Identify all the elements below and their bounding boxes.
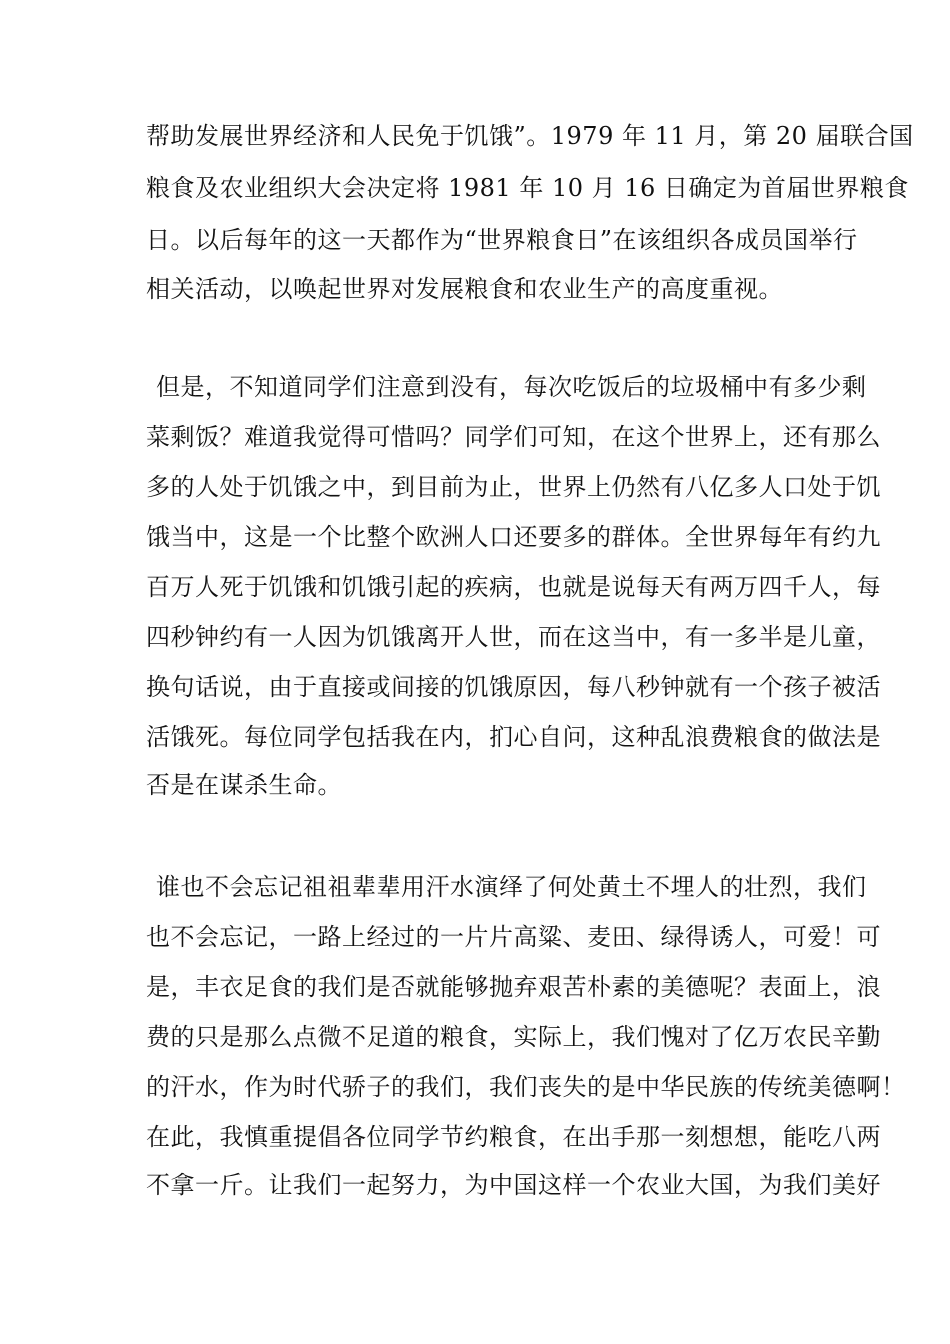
paragraph-2-line-3: 多的人处于饥饿之中，到目前为止，世界上仍然有八亿多人口处于饥 [146, 473, 881, 501]
paragraph-1-line-2: 粮食及农业组织大会决定将 1981 年 10 月 16 日确定为首届世界粮食 [146, 174, 909, 202]
paragraph-2-line-7: 换句话说，由于直接或间接的饥饿原因，每八秒钟就有一个孩子被活 [146, 673, 881, 701]
paragraph-2-line-2: 菜剩饭？难道我觉得可惜吗？同学们可知，在这个世界上，还有那么 [146, 423, 881, 451]
paragraph-3-line-4: 费的只是那么点微不足道的粮食，实际上，我们愧对了亿万农民辛勤 [146, 1023, 881, 1051]
paragraph-3-line-5: 的汗水，作为时代骄子的我们，我们丧失的是中华民族的传统美德啊！ [146, 1073, 906, 1101]
paragraph-1-line-4: 相关活动，以唤起世界对发展粮食和农业生产的高度重视。 [146, 275, 783, 303]
paragraph-2-line-4: 饿当中，这是一个比整个欧洲人口还要多的群体。全世界每年有约九 [146, 523, 881, 551]
paragraph-3-line-3: 是，丰衣足食的我们是否就能够抛弃艰苦朴素的美德呢？表面上，浪 [146, 973, 881, 1001]
paragraph-3-line-1: 谁也不会忘记祖祖辈辈用汗水演绎了何处黄土不埋人的壮烈，我们 [156, 873, 867, 901]
paragraph-2-line-6: 四秒钟约有一人因为饥饿离开人世，而在这当中，有一多半是儿童， [146, 623, 881, 651]
paragraph-3-line-2: 也不会忘记，一路上经过的一片片高粱、麦田、绿得诱人，可爱！可 [146, 923, 881, 951]
paragraph-2-line-1: 但是，不知道同学们注意到没有，每次吃饭后的垃圾桶中有多少剩 [156, 373, 867, 401]
paragraph-3-line-7: 不拿一斤。让我们一起努力，为中国这样一个农业大国，为我们美好 [146, 1171, 881, 1199]
paragraph-3-line-6: 在此，我慎重提倡各位同学节约粮食，在出手那一刻想想，能吃八两 [146, 1123, 881, 1151]
paragraph-2-line-9: 否是在谋杀生命。 [146, 771, 342, 799]
paragraph-1-line-1: 帮助发展世界经济和人民免于饥饿”。1979 年 11 月，第 20 届联合国 [146, 122, 914, 150]
paragraph-1-line-3: 日。以后每年的这一天都作为“世界粮食日”在该组织各成员国举行 [146, 226, 858, 254]
paragraph-2-line-8: 活饿死。每位同学包括我在内，扪心自问，这种乱浪费粮食的做法是 [146, 723, 881, 751]
paragraph-2-line-5: 百万人死于饥饿和饥饿引起的疾病，也就是说每天有两万四千人，每 [146, 573, 881, 601]
